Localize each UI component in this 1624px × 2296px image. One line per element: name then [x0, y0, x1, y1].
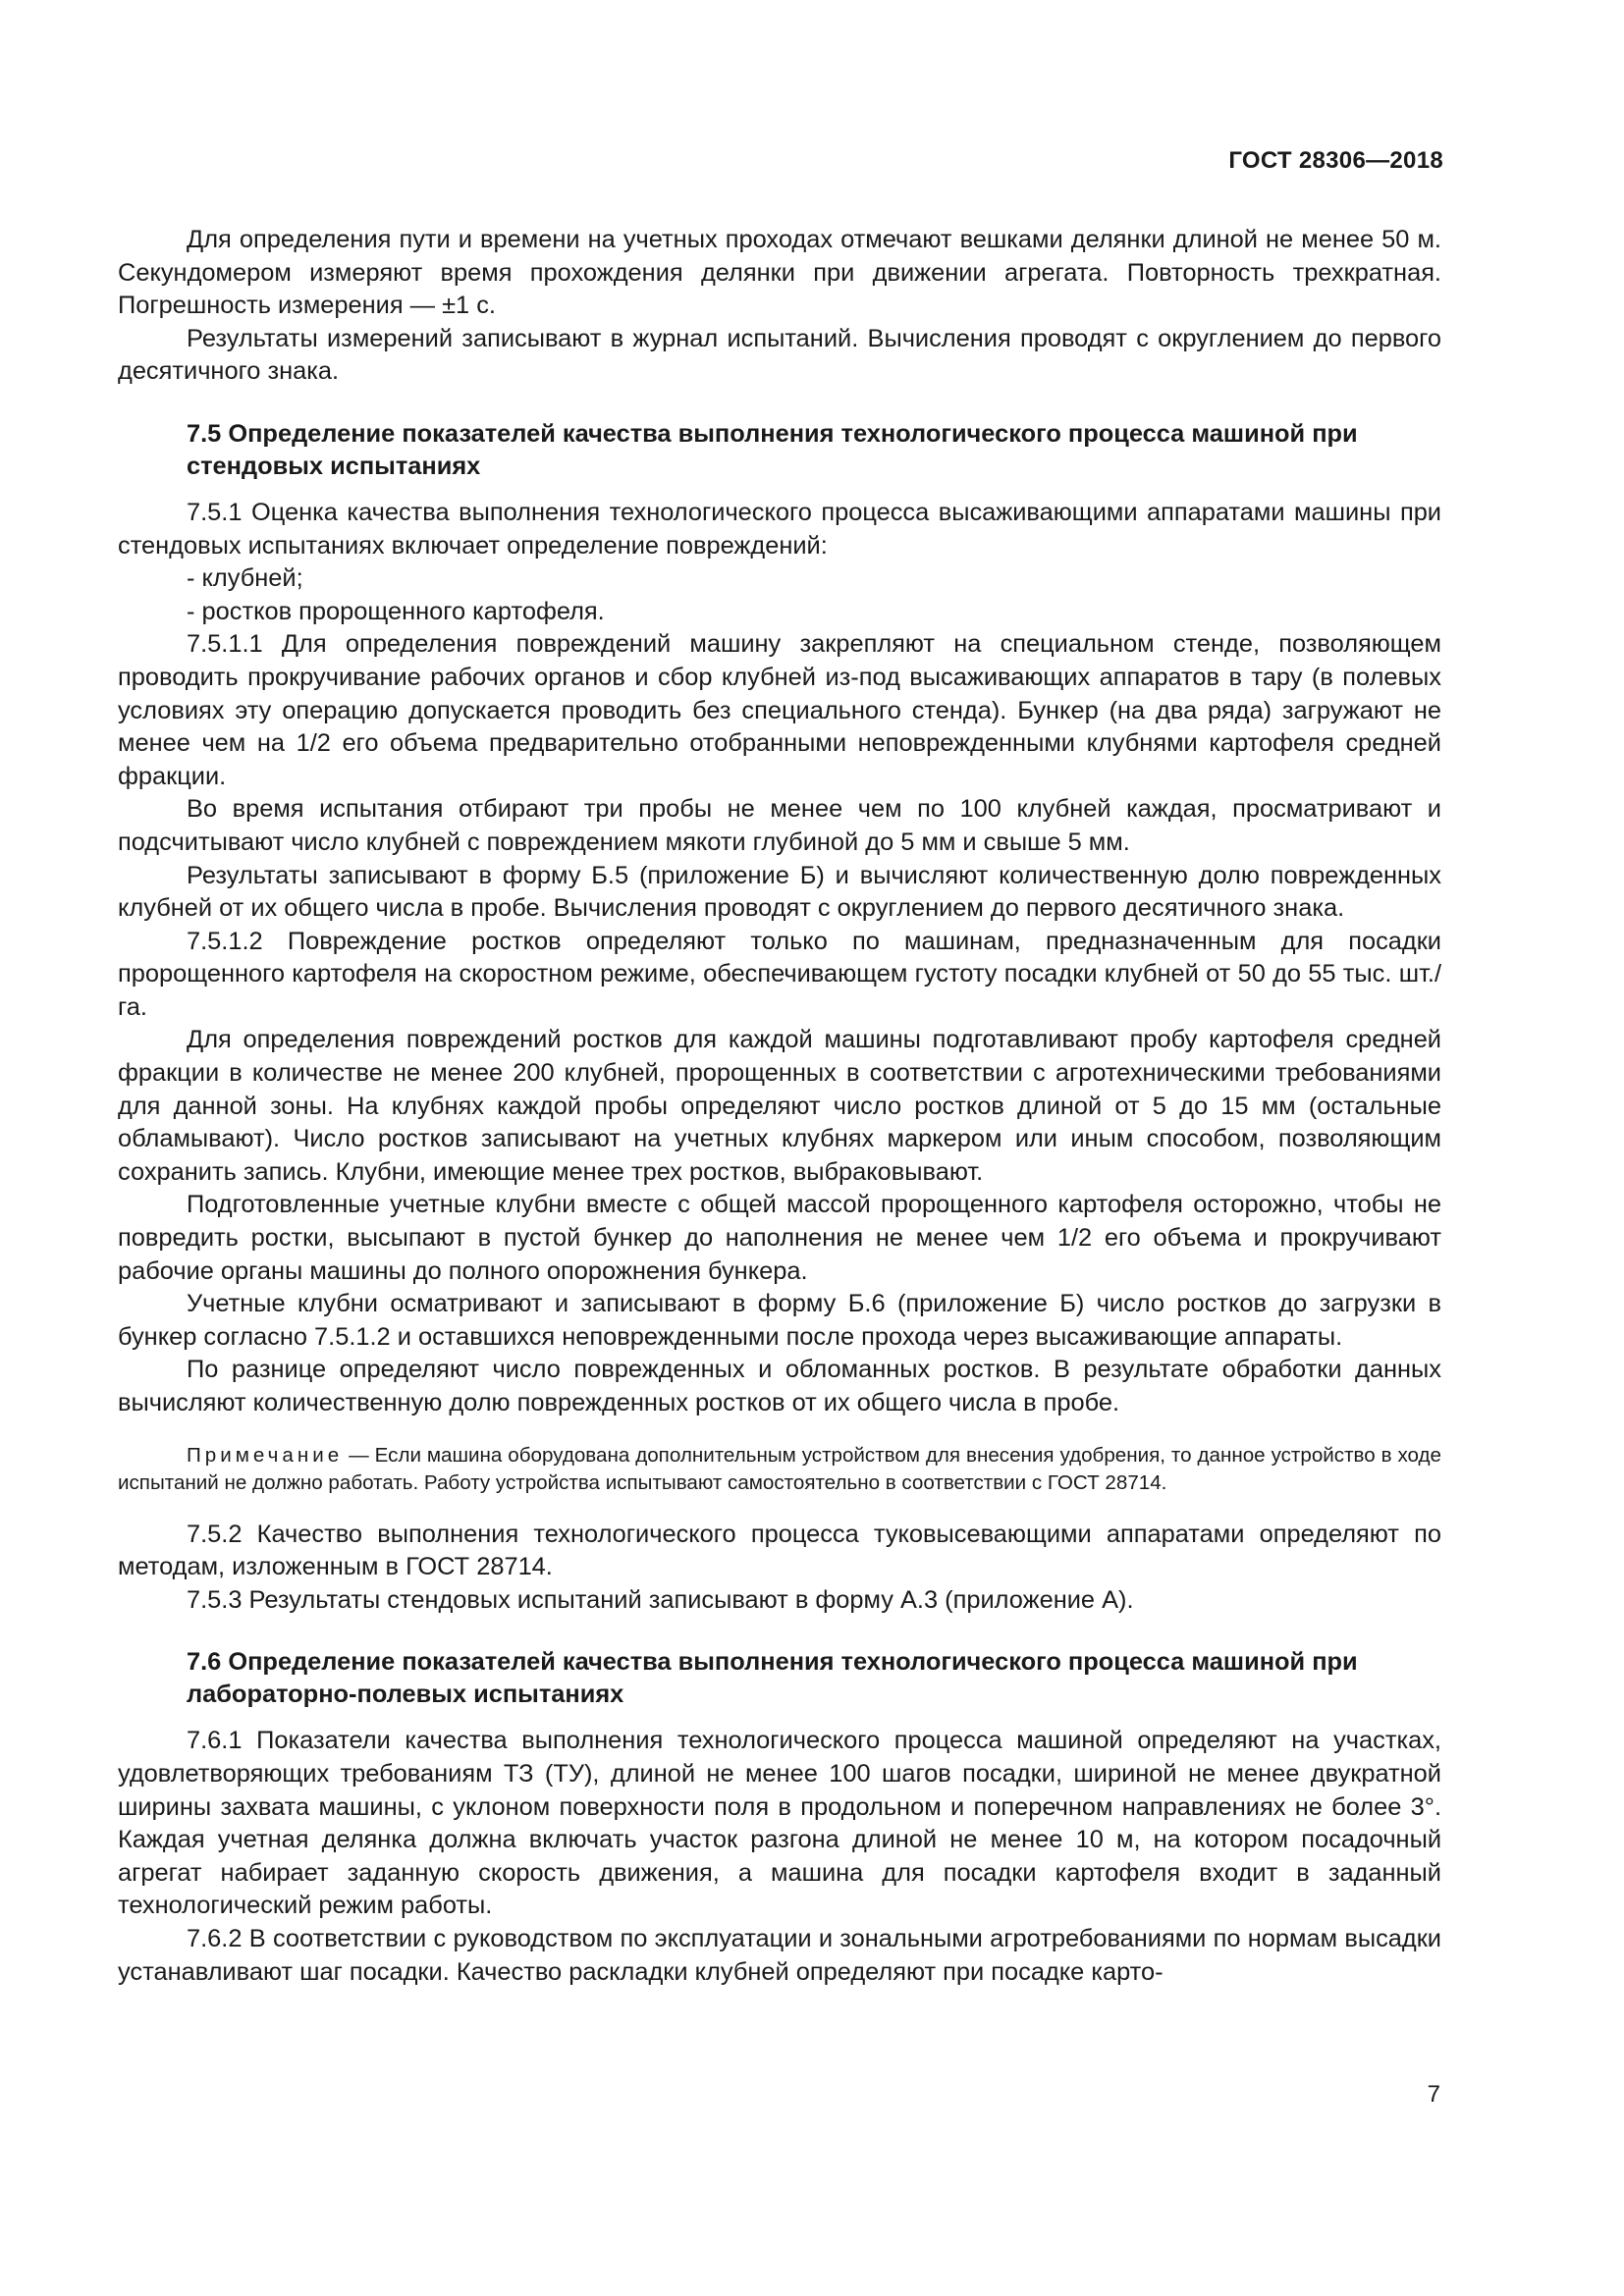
note-text: — Если машина оборудована дополнительным устройством для внесения удобрения, то данное устройство в ходе испытаний не должно работать. Работу устройства испытывают самостоятельно в соответствии с ГОСТ 28714. — [118, 1443, 1441, 1494]
paragraph: 7.5.3 Результаты стендовых испытаний записывают в форму А.3 (приложение А). — [187, 1585, 1134, 1614]
list-item: - клубней; — [187, 564, 303, 593]
paragraph: Подготовленные учетные клубни вместе с общей массой пророщенного картофеля осторожно, чтобы не повредить ростки, высыпают в пустой бункер до наполнения не менее чем 1/2 его объема и прокручивают рабочие органы машины до полного опорожнения бункера. — [118, 1191, 1441, 1285]
section-heading-7-5: 7.5 Определение показателей качества выполнения технологического процесса машиной при стендовых испытаниях — [187, 419, 1358, 480]
page-number: 7 — [1427, 2081, 1440, 2108]
paragraph: 7.6.1 Показатели качества выполнения технологического процесса машиной определяют на участках, удовлетворяющих требованиям ТЗ (ТУ), длиной не менее 100 шагов посадки, шириной не менее двукратной ширины захвата машины, с уклоном поверхности поля в продольном и поперечном направлениях не более 3°. Каждая учетная делянка должна включать участок разгона длиной не менее 10 м, на котором посадочный агрегат набирает заданную скорость движения, а машина для посадки картофеля входит в заданный технологический режим работы. — [118, 1727, 1441, 1920]
document-id-header: ГОСТ 28306—2018 — [1228, 147, 1443, 174]
paragraph: Для определения повреждений ростков для каждой машины подготавливают пробу картофеля средней фракции в количестве не менее 200 клубней, пророщенных в соответствии с агротехническими требованиями для данной зоны. На клубнях каждой пробы определяют число ростков длиной от 5 до 15 мм (остальные обламывают). Число ростков записывают на учетных клубнях маркером или иным способом, позволяющим сохранить запись. Клубни, имеющие менее трех ростков, выбраковывают. — [118, 1026, 1441, 1186]
note — [118, 1442, 1441, 1497]
paragraph: Учетные клубни осматривают и записывают в форму Б.6 (приложение Б) число ростков до загрузки в бункер согласно 7.5.1.2 и оставшихся неповрежденными после прохода через высаживающие аппараты. — [118, 1290, 1441, 1351]
list-item: - ростков пророщенного картофеля. — [187, 597, 605, 625]
paragraph: 7.5.1.2 Повреждение ростков определяют только по машинам, предназначенным для посадки пророщенного картофеля на скоростном режиме, обеспечивающем густоту посадки клубней от 50 до 55 тыс. шт./га. — [118, 927, 1441, 1021]
paragraph: По разнице определяют число поврежденных и обломанных ростков. В результате обработки данных вычисляют количественную долю поврежденных ростков от их общего числа в пробе. — [118, 1356, 1441, 1416]
document-body — [118, 224, 1441, 1989]
paragraph: 7.6.2 В соответствии с руководством по эксплуатации и зональными агротребованиями по нормам высадки устанавливают шаг посадки. Качество раскладки клубней определяют при посадке карто- — [118, 1924, 1441, 1986]
paragraph: 7.5.2 Качество выполнения технологического процесса туковысевающими аппаратами определяют по методам, изложенным в ГОСТ 28714. — [118, 1520, 1441, 1581]
note-label: Примечание — [187, 1443, 344, 1467]
paragraph: 7.5.1 Оценка качества выполнения технологического процесса высаживающими аппаратами машины при стендовых испытаниях включает определение повреждений: — [118, 498, 1441, 560]
paragraph: 7.5.1.1 Для определения повреждений машину закрепляют на специальном стенде, позволяющем проводить прокручивание рабочих органов и сбор клубней из-под высаживающих аппаратов в тару (в полевых условиях эту операцию допускается проводить без специального стенда). Бункер (на два ряда) загружают не менее чем на 1/2 его объема предварительно отобранными неповрежденными клубнями картофеля средней фракции. — [118, 630, 1441, 790]
paragraph: Результаты записывают в форму Б.5 (приложение Б) и вычисляют количественную долю поврежденных клубней от их общего числа в пробе. Вычисления проводят с округлением до первого десятичного знака. — [118, 861, 1441, 923]
paragraph: Результаты измерений записывают в журнал испытаний. Вычисления проводят с округлением до первого десятичного знака. — [118, 324, 1441, 386]
paragraph: Для определения пути и времени на учетных проходах отмечают вешками делянки длиной не менее 50 м. Секундомером измеряют время прохождения делянки при движении агрегата. Повторность трехкратная. Погрешность измерения — ±1 с. — [118, 226, 1441, 320]
section-heading-7-6: 7.6 Определение показателей качества выполнения технологического процесса машиной при лабораторно-полевых испытаниях — [187, 1648, 1358, 1709]
paragraph: Во время испытания отбирают три пробы не менее чем по 100 клубней каждая, просматривают и подсчитывают число клубней с повреждением мякоти глубиной до 5 мм и свыше 5 мм. — [118, 795, 1441, 856]
